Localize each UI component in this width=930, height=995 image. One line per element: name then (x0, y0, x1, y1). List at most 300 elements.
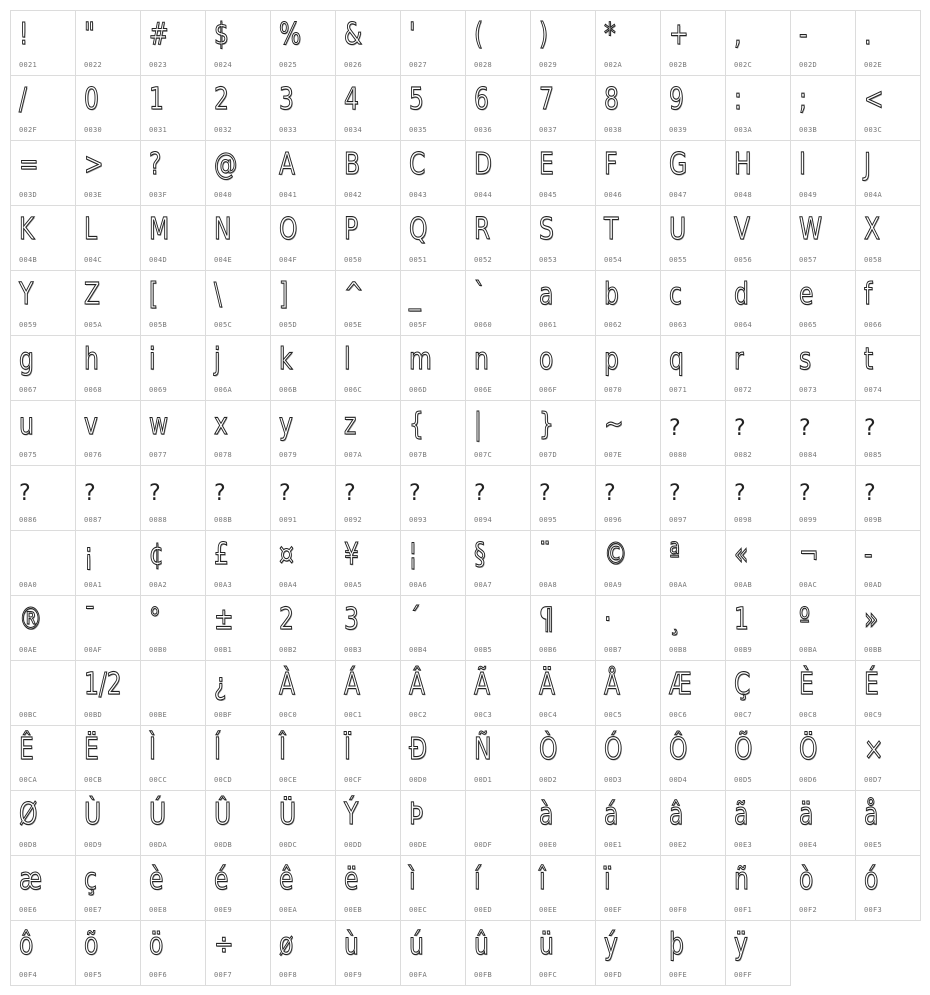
glyph-char: Ù (84, 797, 102, 832)
glyph-char: F (604, 147, 618, 182)
glyph-code: 0034 (344, 126, 363, 134)
glyph-code: 006D (409, 386, 428, 394)
glyph-cell (400, 790, 466, 856)
glyph-code: 005A (84, 321, 103, 329)
glyph-cell (660, 205, 726, 271)
glyph-code: 006C (344, 386, 363, 394)
glyph-cell (530, 335, 596, 401)
glyph-code: 00FF (734, 971, 753, 979)
glyph-char: ? (214, 481, 226, 506)
glyph-char: ê (279, 862, 294, 897)
glyph-code: 00AC (799, 581, 818, 589)
glyph-code: 0037 (539, 126, 558, 134)
glyph-char: @ (214, 147, 238, 182)
glyph-char: , (734, 17, 742, 52)
glyph-char: ¿ (214, 667, 227, 702)
glyph-code: 007E (604, 451, 623, 459)
glyph-code: 00D5 (734, 776, 753, 784)
glyph-cell (660, 595, 726, 661)
glyph-code: 00AD (864, 581, 883, 589)
glyph-char: B (344, 147, 361, 182)
glyph-cell (205, 530, 271, 596)
glyph-code: 0032 (214, 126, 233, 134)
glyph-code: 00E8 (149, 906, 168, 914)
glyph-char: a (539, 277, 554, 312)
glyph-cell (595, 335, 661, 401)
glyph-code: 0095 (539, 516, 558, 524)
glyph-cell (855, 400, 921, 466)
glyph-char: . (864, 17, 872, 52)
glyph-code: 0045 (539, 191, 558, 199)
glyph-code: 0092 (344, 516, 363, 524)
glyph-char: z (344, 407, 357, 442)
glyph-code: 00C6 (669, 711, 688, 719)
glyph-char: : (734, 82, 742, 117)
glyph-code: 0036 (474, 126, 493, 134)
glyph-code: 0030 (84, 126, 103, 134)
glyph-char: # (149, 17, 169, 52)
glyph-char: Ü (279, 797, 297, 832)
glyph-char: ö (149, 927, 164, 962)
glyph-char: § (474, 537, 486, 572)
glyph-cell (790, 660, 856, 726)
glyph-char: E (539, 147, 554, 182)
glyph-code: 0025 (279, 61, 298, 69)
glyph-char: [ (149, 277, 159, 312)
glyph-code: 0049 (799, 191, 818, 199)
glyph-code: 00F2 (799, 906, 818, 914)
glyph-cell (205, 595, 271, 661)
glyph-code: 00D7 (864, 776, 883, 784)
glyph-char: ? (149, 147, 162, 182)
glyph-char: ¥ (344, 537, 359, 572)
glyph-cell (270, 140, 336, 206)
glyph-char: ü (539, 927, 554, 962)
glyph-code: 0048 (734, 191, 753, 199)
glyph-code: 00C3 (474, 711, 493, 719)
glyph-char: ? (539, 481, 551, 506)
glyph-char: h (84, 342, 99, 377)
glyph-cell (855, 75, 921, 141)
glyph-char: Ë (84, 732, 99, 767)
glyph-cell (530, 140, 596, 206)
glyph-cell (790, 725, 856, 791)
glyph-char: ? (604, 481, 616, 506)
glyph-char: \ (214, 277, 222, 312)
glyph-code: 00F3 (864, 906, 883, 914)
glyph-cell (465, 270, 531, 336)
glyph-char: > (84, 147, 104, 182)
glyph-char: l (344, 342, 351, 377)
glyph-code: 00D2 (539, 776, 558, 784)
glyph-code: 00E9 (214, 906, 233, 914)
glyph-char: ó (864, 862, 879, 897)
glyph-code: 0050 (344, 256, 363, 264)
glyph-char: " (84, 17, 95, 52)
glyph-code: 00F5 (84, 971, 103, 979)
glyph-char: ò (799, 862, 814, 897)
glyph-cell (270, 790, 336, 856)
glyph-code: 00EB (344, 906, 363, 914)
glyph-cell (75, 725, 141, 791)
glyph-char: g (19, 342, 34, 377)
glyph-cell (270, 10, 336, 76)
glyph-char: o (539, 342, 554, 377)
glyph-code: 0021 (19, 61, 38, 69)
glyph-cell (400, 400, 466, 466)
glyph-char: R (474, 212, 491, 247)
glyph-cell (595, 725, 661, 791)
glyph-cell (465, 530, 531, 596)
glyph-cell (205, 725, 271, 791)
glyph-code: 00D3 (604, 776, 623, 784)
glyph-cell (595, 140, 661, 206)
glyph-char: Ø (19, 797, 38, 832)
glyph-code: 002D (799, 61, 818, 69)
glyph-cell (725, 205, 791, 271)
glyph-code: 0063 (669, 321, 688, 329)
glyph-cell (140, 790, 206, 856)
glyph-char: ? (864, 416, 876, 441)
glyph-char: Ô (669, 732, 688, 767)
glyph-char: x (214, 407, 228, 442)
glyph-code: 008B (214, 516, 233, 524)
glyph-code: 00EF (604, 906, 623, 914)
glyph-cell (400, 595, 466, 661)
glyph-cell (530, 465, 596, 531)
glyph-cell (335, 855, 401, 921)
glyph-char: å (864, 797, 879, 832)
glyph-code: 00A8 (539, 581, 558, 589)
glyph-cell (465, 725, 531, 791)
glyph-cell (205, 465, 271, 531)
glyph-cell (465, 205, 531, 271)
glyph-cell (400, 660, 466, 726)
glyph-code: 00C2 (409, 711, 428, 719)
glyph-cell (205, 75, 271, 141)
glyph-cell (595, 660, 661, 726)
glyph-code: 0061 (539, 321, 558, 329)
glyph-char: ì (409, 862, 416, 897)
glyph-code: 0051 (409, 256, 428, 264)
glyph-char: & (344, 17, 363, 52)
glyph-cell (205, 10, 271, 76)
glyph-code: 00B1 (214, 646, 233, 654)
glyph-char: + (669, 17, 689, 52)
glyph-char: ÷ (214, 927, 234, 962)
glyph-char: p (604, 342, 619, 377)
glyph-cell (75, 400, 141, 466)
glyph-code: 00FE (669, 971, 688, 979)
glyph-code: 00AF (84, 646, 103, 654)
glyph-code: 00E6 (19, 906, 38, 914)
glyph-char: Ì (149, 732, 156, 767)
glyph-code: 00BA (799, 646, 818, 654)
glyph-cell (270, 205, 336, 271)
glyph-char: Å (604, 667, 621, 702)
glyph-char: í (474, 862, 481, 897)
glyph-cell (335, 530, 401, 596)
glyph-code: 0071 (669, 386, 688, 394)
glyph-code: 0097 (669, 516, 688, 524)
glyph-code: 0069 (149, 386, 168, 394)
glyph-code: 003C (864, 126, 883, 134)
glyph-cell (595, 205, 661, 271)
glyph-cell (140, 400, 206, 466)
glyph-cell (140, 205, 206, 271)
glyph-char: W (799, 212, 823, 247)
glyph-code: 003A (734, 126, 753, 134)
glyph-char: i (149, 342, 156, 377)
glyph-code: 003E (84, 191, 103, 199)
glyph-char: ¬ (799, 537, 819, 572)
glyph-code: 00B0 (149, 646, 168, 654)
glyph-char: à (539, 797, 554, 832)
glyph-code: 00B2 (279, 646, 298, 654)
glyph-code: 0056 (734, 256, 753, 264)
glyph-cell (530, 75, 596, 141)
glyph-char: ï (604, 862, 611, 897)
glyph-cell (335, 335, 401, 401)
glyph-code: 00EC (409, 906, 428, 914)
glyph-char: U (669, 212, 687, 247)
glyph-char: _ (409, 277, 421, 312)
glyph-code: 00CF (344, 776, 363, 784)
glyph-char: $ (214, 17, 229, 52)
glyph-cell (10, 790, 76, 856)
glyph-code: 0029 (539, 61, 558, 69)
glyph-cell (595, 920, 661, 986)
glyph-code: 00B5 (474, 646, 493, 654)
glyph-code: 00FD (604, 971, 623, 979)
glyph-char: 2 (214, 82, 229, 117)
glyph-cell (855, 660, 921, 726)
glyph-code: 00DF (474, 841, 493, 849)
glyph-code: 00B9 (734, 646, 753, 654)
glyph-char: ? (84, 481, 96, 506)
glyph-cell (140, 465, 206, 531)
glyph-cell (335, 725, 401, 791)
glyph-cell (270, 920, 336, 986)
glyph-cell (75, 465, 141, 531)
glyph-char: © (604, 537, 628, 572)
glyph-cell (465, 790, 531, 856)
glyph-code: 006E (474, 386, 493, 394)
glyph-cell (465, 595, 531, 661)
glyph-code: 00E0 (539, 841, 558, 849)
glyph-cell (335, 205, 401, 271)
glyph-cell (530, 270, 596, 336)
glyph-cell (10, 205, 76, 271)
glyph-char: Z (84, 277, 101, 312)
glyph-char: T (604, 212, 619, 247)
glyph-cell (725, 725, 791, 791)
glyph-char: ~ (604, 407, 624, 442)
glyph-code: 0096 (604, 516, 623, 524)
glyph-code: 00EE (539, 906, 558, 914)
glyph-code: 0085 (864, 451, 883, 459)
glyph-cell (790, 790, 856, 856)
glyph-cell (400, 855, 466, 921)
glyph-cell (790, 595, 856, 661)
glyph-char: û (474, 927, 489, 962)
glyph-code: 0027 (409, 61, 428, 69)
glyph-code: 00BC (19, 711, 38, 719)
glyph-cell (140, 920, 206, 986)
glyph-code: 0023 (149, 61, 168, 69)
glyph-code: 00D6 (799, 776, 818, 784)
glyph-char: C (409, 147, 426, 182)
glyph-code: 00E1 (604, 841, 623, 849)
glyph-code: 0057 (799, 256, 818, 264)
glyph-cell (335, 10, 401, 76)
glyph-char: ¯ (84, 602, 96, 637)
glyph-code: 0035 (409, 126, 428, 134)
glyph-char: 1/2 (84, 667, 122, 702)
glyph-char: ¦ (409, 537, 417, 572)
glyph-char: « (734, 537, 749, 572)
glyph-char: õ (84, 927, 99, 962)
glyph-char: L (84, 212, 98, 247)
glyph-code: 00DD (344, 841, 363, 849)
glyph-code: 0080 (669, 451, 688, 459)
glyph-code: 00BE (149, 711, 168, 719)
glyph-code: 0099 (799, 516, 818, 524)
glyph-char: ? (474, 481, 486, 506)
glyph-cell (205, 270, 271, 336)
glyph-code: 00B3 (344, 646, 363, 654)
glyph-cell (400, 725, 466, 791)
glyph-char: u (19, 407, 34, 442)
glyph-cell (660, 10, 726, 76)
glyph-char: Á (344, 667, 361, 702)
glyph-cell (660, 855, 726, 921)
glyph-char: H (734, 147, 752, 182)
glyph-code: 00AB (734, 581, 753, 589)
glyph-char: ? (669, 481, 681, 506)
glyph-code: 00B6 (539, 646, 558, 654)
glyph-cell (790, 140, 856, 206)
glyph-code: 004F (279, 256, 298, 264)
glyph-cell (790, 10, 856, 76)
glyph-code: 00C4 (539, 711, 558, 719)
glyph-char: Ý (344, 797, 359, 832)
glyph-cell (855, 725, 921, 791)
glyph-code: 00DC (279, 841, 298, 849)
glyph-code: 009B (864, 516, 883, 524)
glyph-code: 0024 (214, 61, 233, 69)
glyph-cell (140, 530, 206, 596)
glyph-code: 00CE (279, 776, 298, 784)
glyph-char: O (279, 212, 298, 247)
glyph-cell (530, 400, 596, 466)
glyph-code: 0060 (474, 321, 493, 329)
glyph-cell (530, 10, 596, 76)
glyph-code: 00F8 (279, 971, 298, 979)
glyph-char: - (799, 17, 808, 52)
glyph-code: 0059 (19, 321, 38, 329)
glyph-code: 0026 (344, 61, 363, 69)
glyph-char: ? (799, 416, 811, 441)
glyph-cell (10, 335, 76, 401)
glyph-char: % (279, 17, 302, 52)
glyph-char: N (214, 212, 232, 247)
glyph-char: ÿ (734, 927, 748, 962)
glyph-cell (660, 335, 726, 401)
glyph-cell (465, 335, 531, 401)
glyph-char: Y (19, 277, 34, 312)
glyph-cell (530, 920, 596, 986)
glyph-cell (75, 270, 141, 336)
glyph-cell (270, 855, 336, 921)
glyph-code: 0086 (19, 516, 38, 524)
glyph-cell (530, 660, 596, 726)
glyph-code: 00CC (149, 776, 168, 784)
glyph-code: 00A7 (474, 581, 493, 589)
glyph-code: 00E5 (864, 841, 883, 849)
glyph-char: Q (409, 212, 428, 247)
glyph-char: þ (669, 927, 684, 962)
glyph-char: s (799, 342, 812, 377)
glyph-cell (660, 530, 726, 596)
glyph-code: 007B (409, 451, 428, 459)
glyph-code: 0098 (734, 516, 753, 524)
glyph-char: ! (19, 17, 29, 52)
glyph-char: ú (409, 927, 424, 962)
glyph-char: Ï (344, 732, 351, 767)
glyph-code: 00A5 (344, 581, 363, 589)
glyph-code: 0038 (604, 126, 623, 134)
glyph-code: 00D0 (409, 776, 428, 784)
glyph-char: | (474, 407, 482, 442)
glyph-char: º (799, 602, 811, 637)
glyph-cell (10, 725, 76, 791)
glyph-char: P (344, 212, 359, 247)
glyph-cell (530, 205, 596, 271)
glyph-code: 0022 (84, 61, 103, 69)
glyph-cell (595, 790, 661, 856)
glyph-code: 00D8 (19, 841, 38, 849)
glyph-code: 00FB (474, 971, 493, 979)
glyph-code: 00F1 (734, 906, 753, 914)
glyph-cell (400, 920, 466, 986)
glyph-cell (140, 75, 206, 141)
glyph-char: - (864, 537, 873, 572)
glyph-cell (790, 465, 856, 531)
glyph-cell (660, 75, 726, 141)
glyph-cell (270, 335, 336, 401)
glyph-char: b (604, 277, 619, 312)
glyph-cell (75, 790, 141, 856)
glyph-char: ? (669, 416, 681, 441)
glyph-cell (725, 335, 791, 401)
glyph-code: 00DA (149, 841, 168, 849)
glyph-code: 0066 (864, 321, 883, 329)
glyph-code: 007D (539, 451, 558, 459)
glyph-char: / (19, 82, 27, 117)
glyph-char: ? (734, 481, 746, 506)
glyph-code: 005D (279, 321, 298, 329)
glyph-code: 0076 (84, 451, 103, 459)
glyph-char: É (864, 667, 879, 702)
glyph-cell (335, 75, 401, 141)
glyph-code: 0067 (19, 386, 38, 394)
glyph-cell (725, 920, 791, 986)
glyph-cell (660, 790, 726, 856)
glyph-char: â (669, 797, 684, 832)
glyph-char: á (604, 797, 619, 832)
glyph-cell (465, 140, 531, 206)
